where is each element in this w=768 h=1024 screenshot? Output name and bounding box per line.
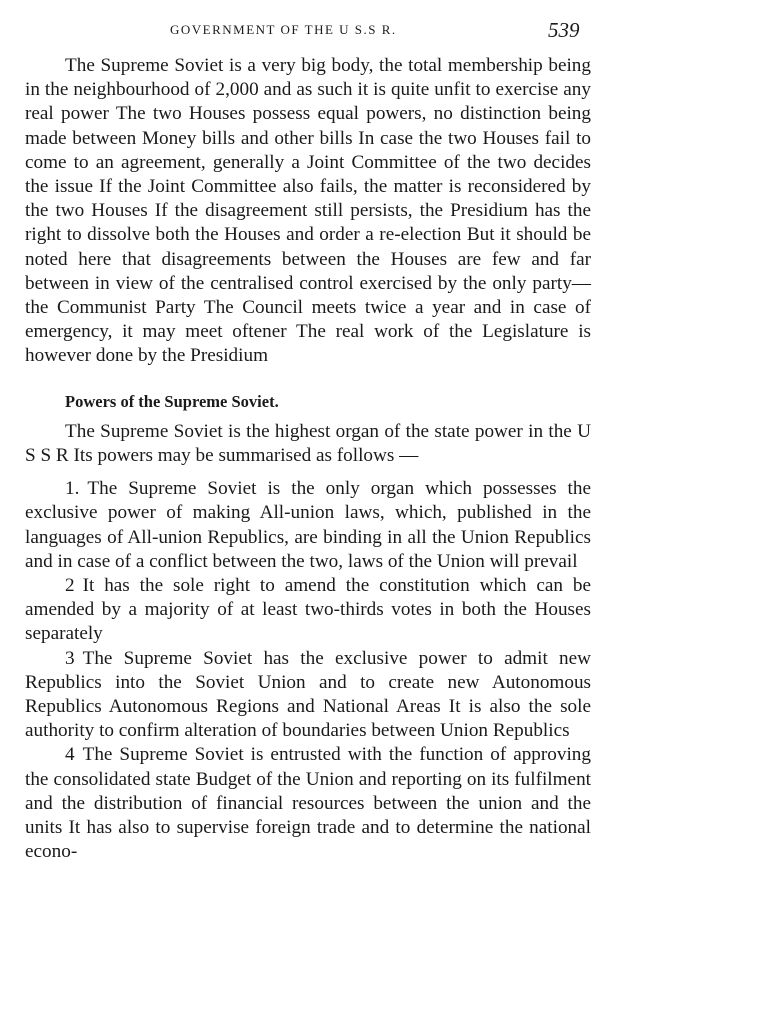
intro-paragraph: The Supreme Soviet is a very big body, the total membership being in the neighbourhood of 2,000 and as such it is quite unfit to exercise any real power The two Houses possess equal powers, no distinction being made between Money bills and other bills In case the two Houses fail to come to an agreement, generally a Joint Committee of the two decides the issue If the Joint Committee also fails, the matter is reconsidered by the two Houses If the disagreement still persists, the Presidium has the right to dissolve both the Houses and order a re-election But it should be noted here that disagreements between the Houses are few and far between in view of the centralised control exercised by the only party—the Communist Party The Council meets twice a year and in case of emergency, it may meet oftener The real work of the Legislature is however done by the Presidium	[25, 55, 591, 367]
list-item	[25, 477, 591, 574]
list-item-text: The Supreme Soviet is entrusted with the function of approving the consolidated state Budget of the Union and reporting on its fulfilment and the distribution of financial resources between the union and the units It has also to supervise foreign trade and to determine the national econo-	[25, 744, 591, 863]
page-header	[0, 18, 768, 48]
page-number: 539	[548, 18, 580, 42]
list-item-number: 2	[65, 575, 75, 597]
running-head: GOVERNMENT OF THE U S.S R.	[170, 22, 397, 37]
section-heading: Powers of the Supreme Soviet.	[65, 391, 279, 411]
list-item-number: 4	[65, 744, 75, 766]
section-lead-paragraph: The Supreme Soviet is the highest organ of the state power in the U S S R Its powers may be summarised as follows —	[25, 420, 591, 467]
list-item	[25, 574, 591, 647]
list-item-text: The Supreme Soviet is the only organ which possesses the exclusive power of making All-union laws, which, published in the languages of All-union Republics, are binding in all the Union Republics and in case of a conflict between the two, laws of the Union will prevail	[25, 478, 591, 572]
page-body	[25, 54, 591, 865]
list-item-text: It has the sole right to amend the constitution which can be amended by a majority of at least two-thirds votes in both the Houses separately	[25, 575, 591, 645]
list-item-number: 3	[65, 647, 75, 669]
list-item	[25, 647, 591, 744]
list-item-text: The Supreme Soviet has the exclusive power to admit new Republics into the Soviet Union and to create new Autonomous Republics Autonomous Regions and National Areas It is also the sole authority to confirm alteration of boundaries between Union Republics	[25, 647, 591, 742]
list-item	[25, 743, 591, 864]
list-item-number: 1.	[65, 478, 80, 500]
